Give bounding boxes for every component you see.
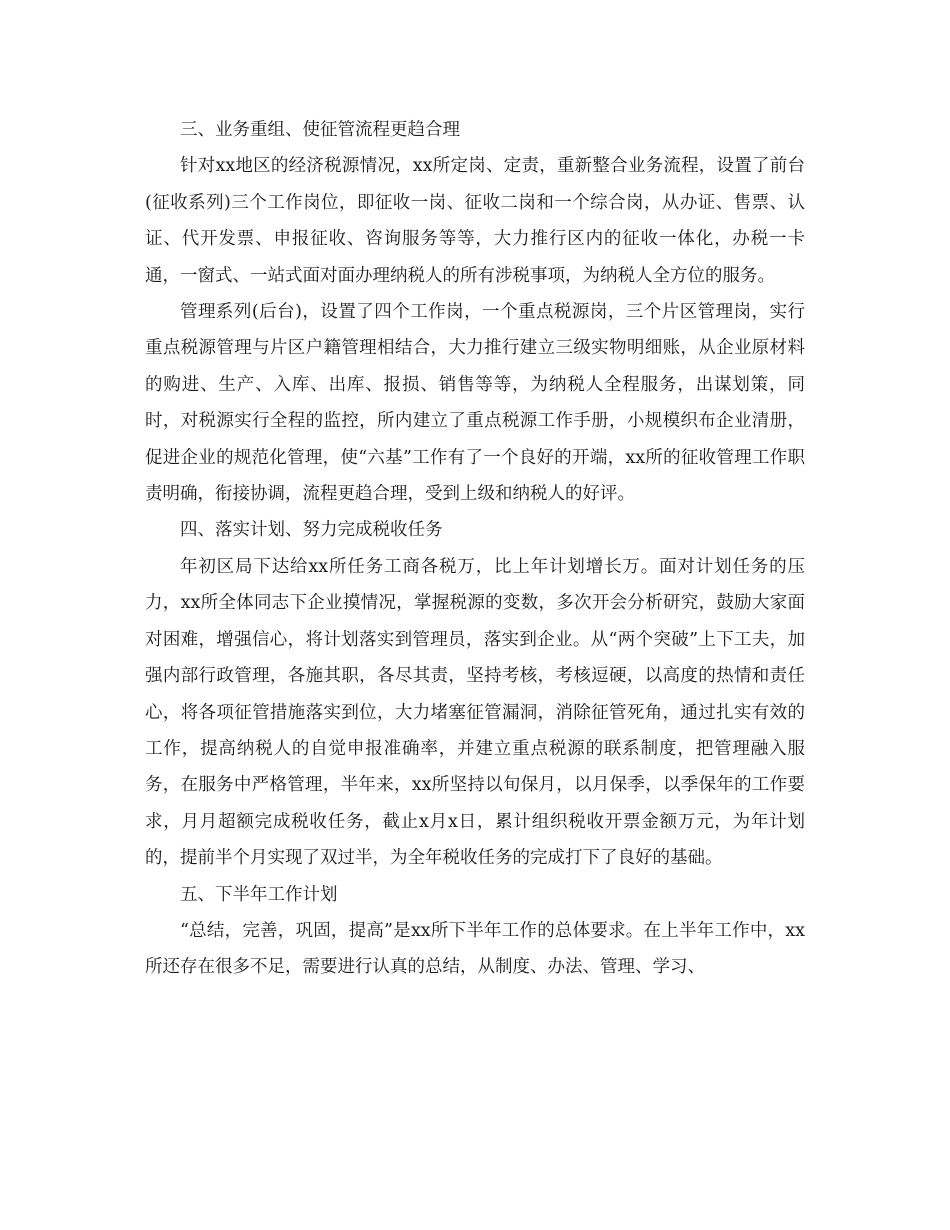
section-heading-5: 五、下半年工作计划 — [180, 884, 338, 905]
paragraph-second-half-plan: “总结，完善，巩固，提高”是xx所下半年工作的总体要求。在上半年工作中，xx所还存在很多不足，需要进行认真的总结，从制度、办法、管理、学习、 — [145, 920, 805, 978]
document-body — [145, 112, 805, 986]
section-heading-4: 四、落实计划、努力完成税收任务 — [180, 520, 443, 541]
paragraph-back-office: 管理系列(后台)，设置了四个工作岗，一个重点税源岗，三个片区管理岗，实行重点税源管理与片区户籍管理相结合，大力推行建立三级实物明细账，从企业原材料的购进、生产、入库、出库、报损、销售等等，为纳税人全程服务，出谋划策，同时，对税源实行全程的监控，所内建立了重点税源工作手册，小规模织布企业清册，促进企业的规范化管理，使“六基”工作有了一个良好的开端，xx所的征收管理工作职责明确，衔接协调，流程更趋合理，受到上级和纳税人的好评。 — [145, 302, 805, 505]
paragraph-front-desk: 针对xx地区的经济税源情况，xx所定岗、定责，重新整合业务流程，设置了前台(征收系列)三个工作岗位，即征收一岗、征收二岗和一个综合岗，从办证、售票、认证、代开发票、申报征收、咨询服务等等，大力推行区内的征收一体化，办税一卡通，一窗式、一站式面对面办理纳税人的所有涉税事项，为纳税人全方位的服务。 — [145, 156, 805, 286]
paragraph-tax-task: 年初区局下达给xx所任务工商各税万，比上年计划增长万。面对计划任务的压力，xx所全体同志下企业摸情况，掌握税源的变数，多次开会分析研究，鼓励大家面对困难，增强信心，将计划落实到管理员，落实到企业。从“两个突破”上下工夫，加强内部行政管理，各施其职，各尽其责，坚持考核，考核逗硬，以高度的热情和责任心，将各项征管措施落实到位，大力堵塞征管漏洞，消除征管死角，通过扎实有效的工作，提高纳税人的自觉申报准确率，并建立重点税源的联系制度，把管理融入服务，在服务中严格管理，半年来，xx所坚持以旬保月，以月保季，以季保年的工作要求，月月超额完成税收任务，截止x月x日，累计组织税收开票金额万元，为年计划的，提前半个月实现了双过半，为全年税收任务的完成打下了良好的基础。 — [145, 556, 805, 869]
section-heading-3: 三、业务重组、使征管流程更趋合理 — [180, 120, 460, 140]
